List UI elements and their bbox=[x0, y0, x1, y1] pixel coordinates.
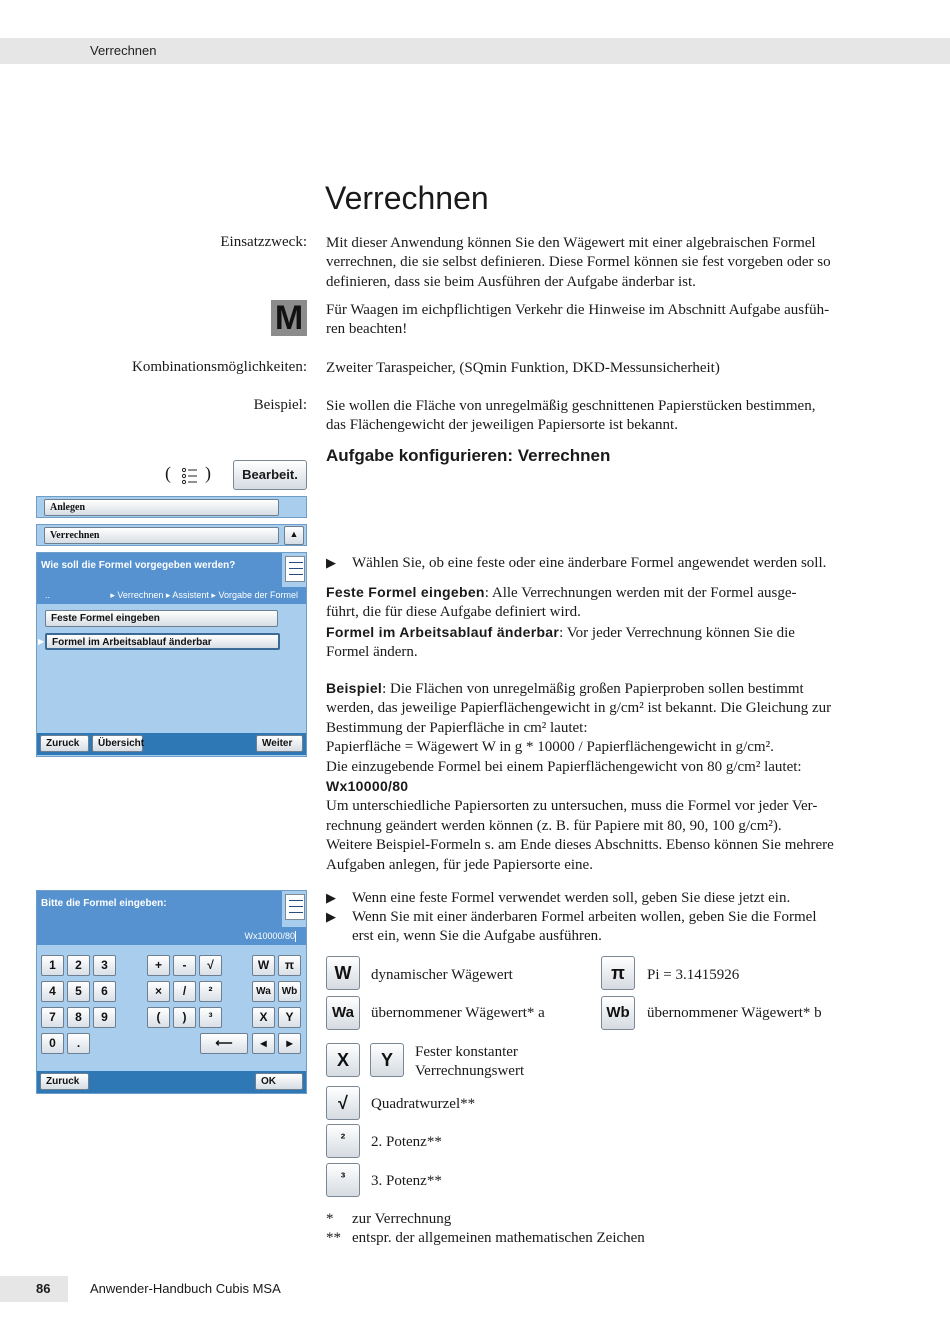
example-line-9: Aufgaben anlegen, für jede Papiersorte eine. bbox=[326, 856, 593, 873]
breadcrumb-path: ▸ Verrechnen ▸ Assistent ▸ Vorgabe der Formel bbox=[110, 590, 298, 600]
menu-strip-anlegen bbox=[36, 496, 307, 518]
key-9[interactable]: 9 bbox=[93, 1007, 116, 1028]
example-line-2: werden, das jeweilige Papierflächengewicht in g/cm² ist bekannt. Die Gleichung zur bbox=[326, 700, 832, 717]
key-6[interactable]: 6 bbox=[93, 981, 116, 1002]
screen-formula-input bbox=[36, 890, 307, 1094]
instruction-1 bbox=[326, 554, 871, 573]
formula-input[interactable] bbox=[37, 927, 306, 945]
m-badge-icon: M bbox=[271, 300, 307, 336]
screen-formula-mode bbox=[36, 552, 307, 757]
feste-term: Feste Formel eingeben bbox=[326, 584, 485, 600]
example-formula-text: Wx10000/80 bbox=[326, 778, 409, 795]
legend-label-wa: übernommener Wägewert* a bbox=[371, 1005, 545, 1021]
menu-strip-verrechnen bbox=[36, 524, 307, 546]
beispiel-line-2: das Flächengewicht der jeweiligen Papiersorte ist bekannt. bbox=[326, 417, 678, 434]
key-paren-close[interactable]: ) bbox=[173, 1007, 196, 1028]
key-y[interactable]: Y bbox=[278, 1007, 301, 1028]
legend-key-wb: Wb bbox=[601, 996, 635, 1030]
legend-label-wb: übernommener Wägewert* b bbox=[647, 1005, 822, 1021]
eich-text bbox=[326, 301, 871, 340]
key-3[interactable]: 3 bbox=[93, 955, 116, 976]
option-feste-formel[interactable]: Feste Formel eingeben bbox=[45, 610, 278, 627]
example-text-1: : Die Flächen von unregelmäßig großen Papierproben sollen bestimmt bbox=[382, 681, 804, 697]
bullet-arrow-icon: ▶ bbox=[326, 556, 336, 571]
list-icon[interactable] bbox=[285, 556, 305, 582]
example-line-8: Weitere Beispiel-Formeln s. am Ende dieses Abschnitts. Ebenso können Sie mehrere bbox=[326, 837, 834, 854]
example-label: Beispiel bbox=[326, 680, 383, 696]
example-formula bbox=[326, 777, 871, 797]
bullet-arrow-icon: ▶ bbox=[326, 891, 336, 906]
key-cube[interactable]: ³ bbox=[199, 1007, 222, 1028]
key-minus[interactable]: - bbox=[173, 955, 196, 976]
ok-button[interactable]: OK bbox=[255, 1073, 303, 1090]
key-square[interactable]: ² bbox=[199, 981, 222, 1002]
footnote-1: zur Verrechnung bbox=[352, 1211, 452, 1227]
zurueck-button[interactable]: Zuruck bbox=[40, 735, 89, 752]
example-line-1 bbox=[326, 679, 871, 699]
legend-key-wa: Wa bbox=[326, 996, 360, 1030]
einsatz-line-3: definieren, dass sie beim Ausführen der Aufgabe änderbar ist. bbox=[326, 273, 696, 290]
key-cursor-right[interactable]: ▸ bbox=[278, 1033, 301, 1054]
key-7[interactable]: 7 bbox=[41, 1007, 64, 1028]
key-wa[interactable]: Wa bbox=[252, 981, 275, 1002]
key-4[interactable]: 4 bbox=[41, 981, 64, 1002]
instruction-3-text bbox=[352, 908, 867, 947]
page-number: 86 bbox=[36, 1281, 51, 1296]
instruction-3-line-2: erst ein, wenn Sie die Aufgabe ausführen. bbox=[352, 928, 602, 945]
bearbeit-button[interactable]: Bearbeit. bbox=[233, 460, 307, 490]
breadcrumb bbox=[37, 587, 306, 604]
legend-label-xy-line-2: Verrechnungswert bbox=[415, 1063, 525, 1080]
kombination-text: Zweiter Taraspeicher, (SQmin Funktion, DKD-Messunsicherheit) bbox=[326, 360, 720, 376]
legend-key-x: X bbox=[326, 1043, 360, 1077]
footnote-2: entspr. der allgemeinen mathematischen Zeichen bbox=[352, 1230, 645, 1246]
key-cursor-left[interactable]: ◂ bbox=[252, 1033, 275, 1054]
legend-label-pi: Pi = 3.1415926 bbox=[647, 967, 740, 983]
verrechnen-button[interactable]: Verrechnen bbox=[44, 527, 279, 544]
page-number-bg bbox=[0, 1276, 68, 1302]
breadcrumb-dots: .. bbox=[45, 590, 51, 600]
zurueck-button-2[interactable]: Zuruck bbox=[40, 1073, 89, 1090]
instruction-1-text: Wählen Sie, ob eine feste oder eine änderbare Formel angewendet werden soll. bbox=[352, 555, 827, 571]
footnote-1-mark: * bbox=[326, 1211, 334, 1227]
header-bar bbox=[0, 38, 950, 64]
anlegen-button[interactable]: Anlegen bbox=[44, 499, 279, 516]
aenderbar-line-1 bbox=[326, 623, 871, 643]
instruction-2-text: Wenn eine feste Formel verwendet werden soll, geben Sie diese jetzt ein. bbox=[352, 890, 791, 906]
feste-desc-1: : Alle Verrechnungen werden mit der Formel ausge- bbox=[484, 585, 797, 601]
example-line-3: Bestimmung der Papierfläche in cm² lautet: bbox=[326, 719, 588, 736]
legend-key-y: Y bbox=[370, 1043, 404, 1077]
feste-desc-2: führt, die für diese Aufgabe definiert wird. bbox=[326, 604, 581, 621]
key-plus[interactable]: + bbox=[147, 955, 170, 976]
example-line-6: Um unterschiedliche Papiersorten zu untersuchen, muss die Formel vor jeder Ver- bbox=[326, 798, 818, 815]
edit-key-group bbox=[165, 462, 310, 492]
eich-line-2: ren beachten! bbox=[326, 321, 408, 338]
legend-label-xy bbox=[415, 1043, 524, 1082]
bullet-arrow-icon: ▶ bbox=[326, 910, 336, 925]
example-line-5: Die einzugebende Formel bei einem Papierflächengewicht von 80 g/cm² lautet: bbox=[326, 758, 802, 775]
einsatz-text bbox=[326, 234, 871, 292]
paren-close: ) bbox=[205, 463, 211, 483]
list-menu-icon bbox=[182, 466, 198, 486]
key-multiply[interactable]: × bbox=[147, 981, 170, 1002]
legend-key-cube: ³ bbox=[326, 1163, 360, 1197]
options-description bbox=[326, 583, 871, 663]
key-5[interactable]: 5 bbox=[67, 981, 90, 1002]
example-line-4: Papierfläche = Wägewert W in g * 10000 / Papierflächengewicht in g/cm². bbox=[326, 739, 774, 756]
beispiel-line-1: Sie wollen die Fläche von unregelmäßig geschnittenen Papierstücken bestimmen, bbox=[326, 398, 816, 414]
formula-input-value: Wx10000/80 bbox=[244, 931, 295, 941]
legend-key-pi: π bbox=[601, 956, 635, 990]
scroll-up-button[interactable]: ▲ bbox=[284, 526, 304, 545]
example-block bbox=[326, 679, 871, 875]
legend-label-square: 2. Potenz** bbox=[371, 1134, 442, 1150]
instruction-2 bbox=[326, 889, 871, 908]
legend-key-w: W bbox=[326, 956, 360, 990]
legend-label-sqrt: Quadratwurzel** bbox=[371, 1096, 476, 1112]
key-paren-open[interactable]: ( bbox=[147, 1007, 170, 1028]
aenderbar-desc-1: : Vor jeder Verrechnung können Sie die bbox=[559, 624, 795, 641]
key-2[interactable]: 2 bbox=[67, 955, 90, 976]
legend-key-square: ² bbox=[326, 1124, 360, 1158]
key-0[interactable]: 0 bbox=[41, 1033, 64, 1054]
example-line-7: rechnung geändert werden können (z. B. für Papiere mit 80, 90, 100 g/cm²). bbox=[326, 817, 782, 834]
weiter-button[interactable]: Weiter bbox=[256, 735, 303, 752]
legend-label-cube: 3. Potenz** bbox=[371, 1173, 442, 1189]
footnote-2-mark: ** bbox=[326, 1230, 341, 1246]
footer-title: Anwender-Handbuch Cubis MSA bbox=[90, 1281, 281, 1296]
paren-open: ( bbox=[165, 463, 171, 483]
legend-key-sqrt: √ bbox=[326, 1086, 360, 1120]
aenderbar-desc-2: Formel ändern. bbox=[326, 644, 418, 661]
instruction-3 bbox=[326, 908, 871, 947]
selected-arrow-icon: ▶ bbox=[38, 637, 45, 646]
screen2-title: Bitte die Formel eingeben: bbox=[37, 891, 282, 927]
screen1-title: Wie soll die Formel vorgegeben werden? bbox=[37, 553, 282, 587]
text-cursor bbox=[295, 931, 296, 942]
option-formel-aenderbar[interactable]: Formel im Arbeitsablauf änderbar bbox=[45, 633, 280, 650]
key-divide[interactable]: / bbox=[173, 981, 196, 1002]
key-backspace[interactable]: ⟵ bbox=[200, 1033, 248, 1054]
instruction-3-line-1: Wenn Sie mit einer änderbaren Formel arbeiten wollen, geben Sie die Formel bbox=[352, 909, 817, 925]
key-x[interactable]: X bbox=[252, 1007, 275, 1028]
key-pi[interactable]: π bbox=[278, 955, 301, 976]
key-1[interactable]: 1 bbox=[41, 955, 64, 976]
uebersicht-button[interactable]: Übersicht bbox=[92, 735, 143, 752]
label-beispiel: Beispiel: bbox=[253, 397, 307, 413]
screen1-footer bbox=[37, 733, 306, 755]
einsatz-line-2: verrechnen, die sie selbst definieren. Diese Formel können sie fest vorgeben oder so bbox=[326, 254, 831, 271]
aenderbar-term: Formel im Arbeitsablauf änderbar bbox=[326, 623, 560, 640]
legend-label-xy-line-1: Fester konstanter bbox=[415, 1044, 518, 1060]
subheading: Aufgabe konfigurieren: Verrechnen bbox=[326, 446, 611, 465]
key-sqrt[interactable]: √ bbox=[199, 955, 222, 976]
list-icon-2[interactable] bbox=[285, 894, 305, 920]
page-title: Verrechnen bbox=[325, 180, 489, 216]
beispiel-text bbox=[326, 397, 871, 436]
legend-label-w: dynamischer Wägewert bbox=[371, 967, 513, 983]
label-einsatzzweck: Einsatzzweck: bbox=[220, 234, 307, 250]
einsatz-line-1: Mit dieser Anwendung können Sie den Wägewert mit einer algebraischen Formel bbox=[326, 235, 816, 251]
label-kombination: Kombinationsmöglichkeiten: bbox=[132, 359, 307, 375]
key-w[interactable]: W bbox=[252, 955, 275, 976]
key-wb[interactable]: Wb bbox=[278, 981, 301, 1002]
feste-line-1 bbox=[326, 583, 871, 603]
header-section: Verrechnen bbox=[90, 43, 157, 58]
key-8[interactable]: 8 bbox=[67, 1007, 90, 1028]
key-decimal[interactable]: . bbox=[67, 1033, 90, 1054]
eich-line-1: Für Waagen im eichpflichtigen Verkehr die Hinweise im Abschnitt Aufgabe ausfüh- bbox=[326, 302, 830, 318]
screen2-footer bbox=[37, 1071, 306, 1093]
